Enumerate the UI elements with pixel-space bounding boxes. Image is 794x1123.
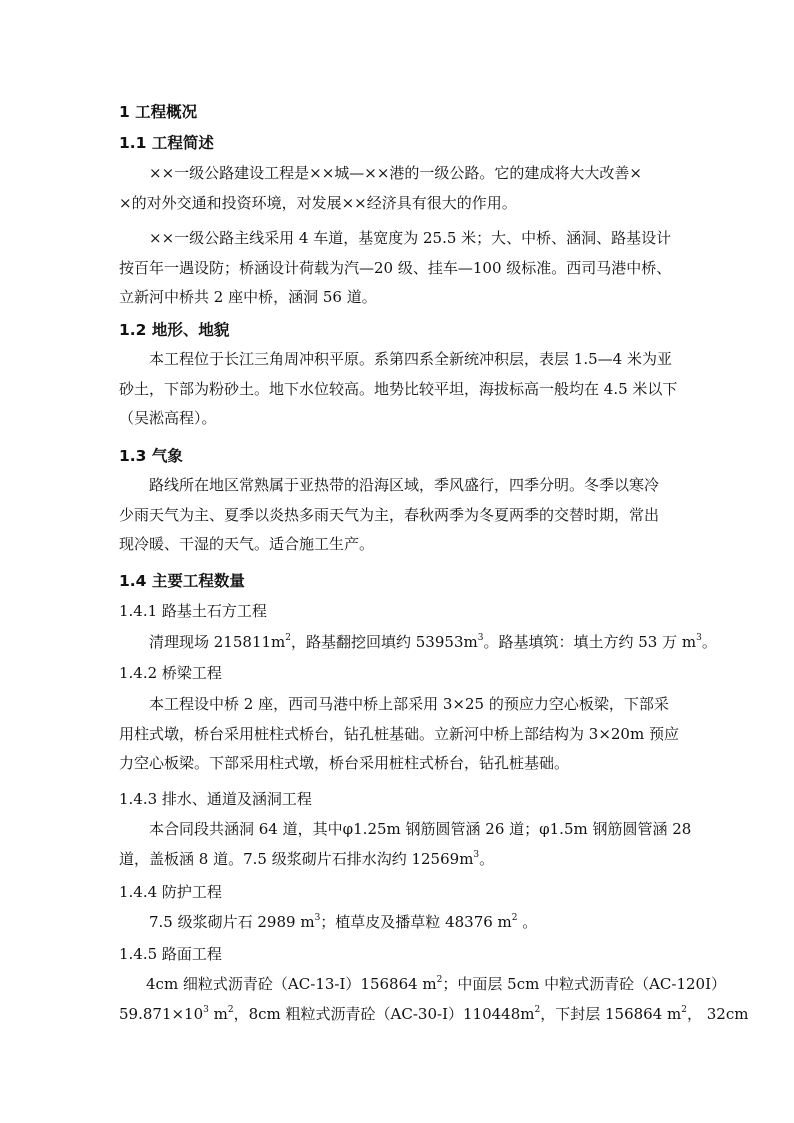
text-run: ，下封层 156864 m <box>540 1005 682 1023</box>
text-run: ；中面层 5cm 中粒式沥青砼（AC-120I） <box>442 975 727 993</box>
superscript: 3 <box>203 1005 209 1015</box>
text-run: ， 32cm <box>687 1005 749 1023</box>
superscript: 2 <box>436 975 443 985</box>
superscript: 2 <box>285 633 291 643</box>
text-run: m <box>208 1005 228 1023</box>
text-line: （吴淞高程）。 <box>119 409 217 428</box>
text-line: 本合同段共涵洞 64 道，其中φ1.25m 钢筋圆管涵 26 道；φ1.5m 钢筋圆管涵 28 <box>149 820 692 838</box>
superscript: 3 <box>477 633 484 643</box>
text-run: 。 <box>479 849 495 868</box>
superscript: 3 <box>696 633 702 643</box>
text-line <box>119 845 705 875</box>
heading-1-4-5: 1.4.5 路面工程 <box>119 945 222 963</box>
superscript: 2 <box>681 1005 687 1015</box>
text-line: 本工程设中桥 2 座，西司马港中桥上部采用 3×25 的预应力空心板梁，下部采 <box>149 695 669 713</box>
text-line: 立新河中桥共 2 座中桥，涵洞 56 道。 <box>119 288 377 307</box>
heading-1-2: 1.2 地形、地貌 <box>119 321 230 339</box>
superscript: 3 <box>314 913 321 923</box>
paragraph-1-1-a <box>119 159 705 218</box>
text-line <box>119 628 717 658</box>
text-line: ××一级公路主线采用 4 车道，基宽度为 25.5 米；大、中桥、涵洞、路基设计 <box>149 229 672 247</box>
heading-1-4-1: 1.4.1 路基土石方工程 <box>119 602 267 620</box>
text-run: 道，盖板涵 8 道。7.5 级浆砌片石排水沟约 12569m <box>119 849 474 868</box>
paragraph-1-4-4 <box>119 908 705 938</box>
text-run: 。 <box>517 913 538 931</box>
text-run: ，8cm 粗粒式沥青砼（AC-30-I）110448m <box>233 1005 535 1023</box>
text-line: 砂土，下部为粉砂土。地下水位较高。地势比较平坦，海拔标高一般均在 4.5 米以下 <box>119 379 678 398</box>
text-run: 59.871×10 <box>119 1005 204 1023</box>
heading-1: 1 工程概况 <box>119 103 198 121</box>
text-run: ；植草皮及播草粒 48376 m <box>320 913 512 931</box>
text-line: ××一级公路建设工程是××城—××港的一级公路。它的建成将大大改善× <box>149 164 642 182</box>
paragraph-1-4-2 <box>119 690 705 779</box>
superscript: 2 <box>511 913 518 923</box>
text-run: 清理现场 215811m <box>149 633 286 651</box>
text-line: 按百年一遇设防；桥涵设计荷载为汽—20 级、挂车—100 级标准。西司马港中桥、 <box>119 258 672 277</box>
text-line: ×的对外交通和投资环境，对发展××经济具有很大的作用。 <box>119 193 517 212</box>
paragraph-1-4-3 <box>119 815 705 874</box>
text-run: 4cm 细粒式沥青砼（AC-13-I）156864 m <box>146 975 437 993</box>
text-line: 现冷暖、干湿的天气。适合施工生产。 <box>119 535 375 554</box>
text-run: ，路基翻挖回填约 53953m <box>291 633 478 651</box>
paragraph-1-1-b <box>119 224 705 313</box>
text-run: 。 <box>701 633 717 651</box>
text-line <box>119 1000 749 1030</box>
superscript: 2 <box>227 1005 234 1015</box>
paragraph-1-4-5-cont <box>119 1000 749 1030</box>
text-line: 力空心板梁。下部采用柱式墩，桥台采用桩柱式桥台，钻孔桩基础。 <box>119 754 570 773</box>
text-run: 7.5 级浆砌片石 2989 m <box>149 913 315 931</box>
heading-1-4-4: 1.4.4 防护工程 <box>119 883 222 901</box>
text-line <box>119 908 705 938</box>
text-line <box>146 970 727 1000</box>
paragraph-1-3 <box>119 471 705 560</box>
text-line: 少雨天气为主、夏季以炎热多雨天气为主，春秋两季为冬夏两季的交替时期，常出 <box>119 505 660 524</box>
heading-1-4: 1.4 主要工程数量 <box>119 572 245 590</box>
text-line: 本工程位于长江三角周冲积平原。系第四系全新统冲积层，表层 1.5—4 米为亚 <box>149 350 672 368</box>
heading-1-4-3: 1.4.3 排水、通道及涵洞工程 <box>119 790 312 808</box>
text-line: 路线所在地区常熟属于亚热带的沿海区域，季风盛行，四季分明。冬季以寒冷 <box>149 476 660 494</box>
text-run: 。路基填筑：填土方约 53 万 m <box>483 633 697 651</box>
paragraph-1-2 <box>119 345 705 434</box>
text-line: 用柱式墩，桥台采用桩柱式桥台，钻孔桩基础。立新河中桥上部结构为 3×20m 预应 <box>119 724 679 743</box>
superscript: 3 <box>473 849 480 860</box>
heading-1-3: 1.3 气象 <box>119 447 183 465</box>
paragraph-1-4-1 <box>119 628 717 658</box>
heading-1-1: 1.1 工程简述 <box>119 134 214 152</box>
superscript: 2 <box>534 1005 541 1015</box>
heading-1-4-2: 1.4.2 桥梁工程 <box>119 664 222 682</box>
paragraph-1-4-5 <box>146 970 727 1000</box>
